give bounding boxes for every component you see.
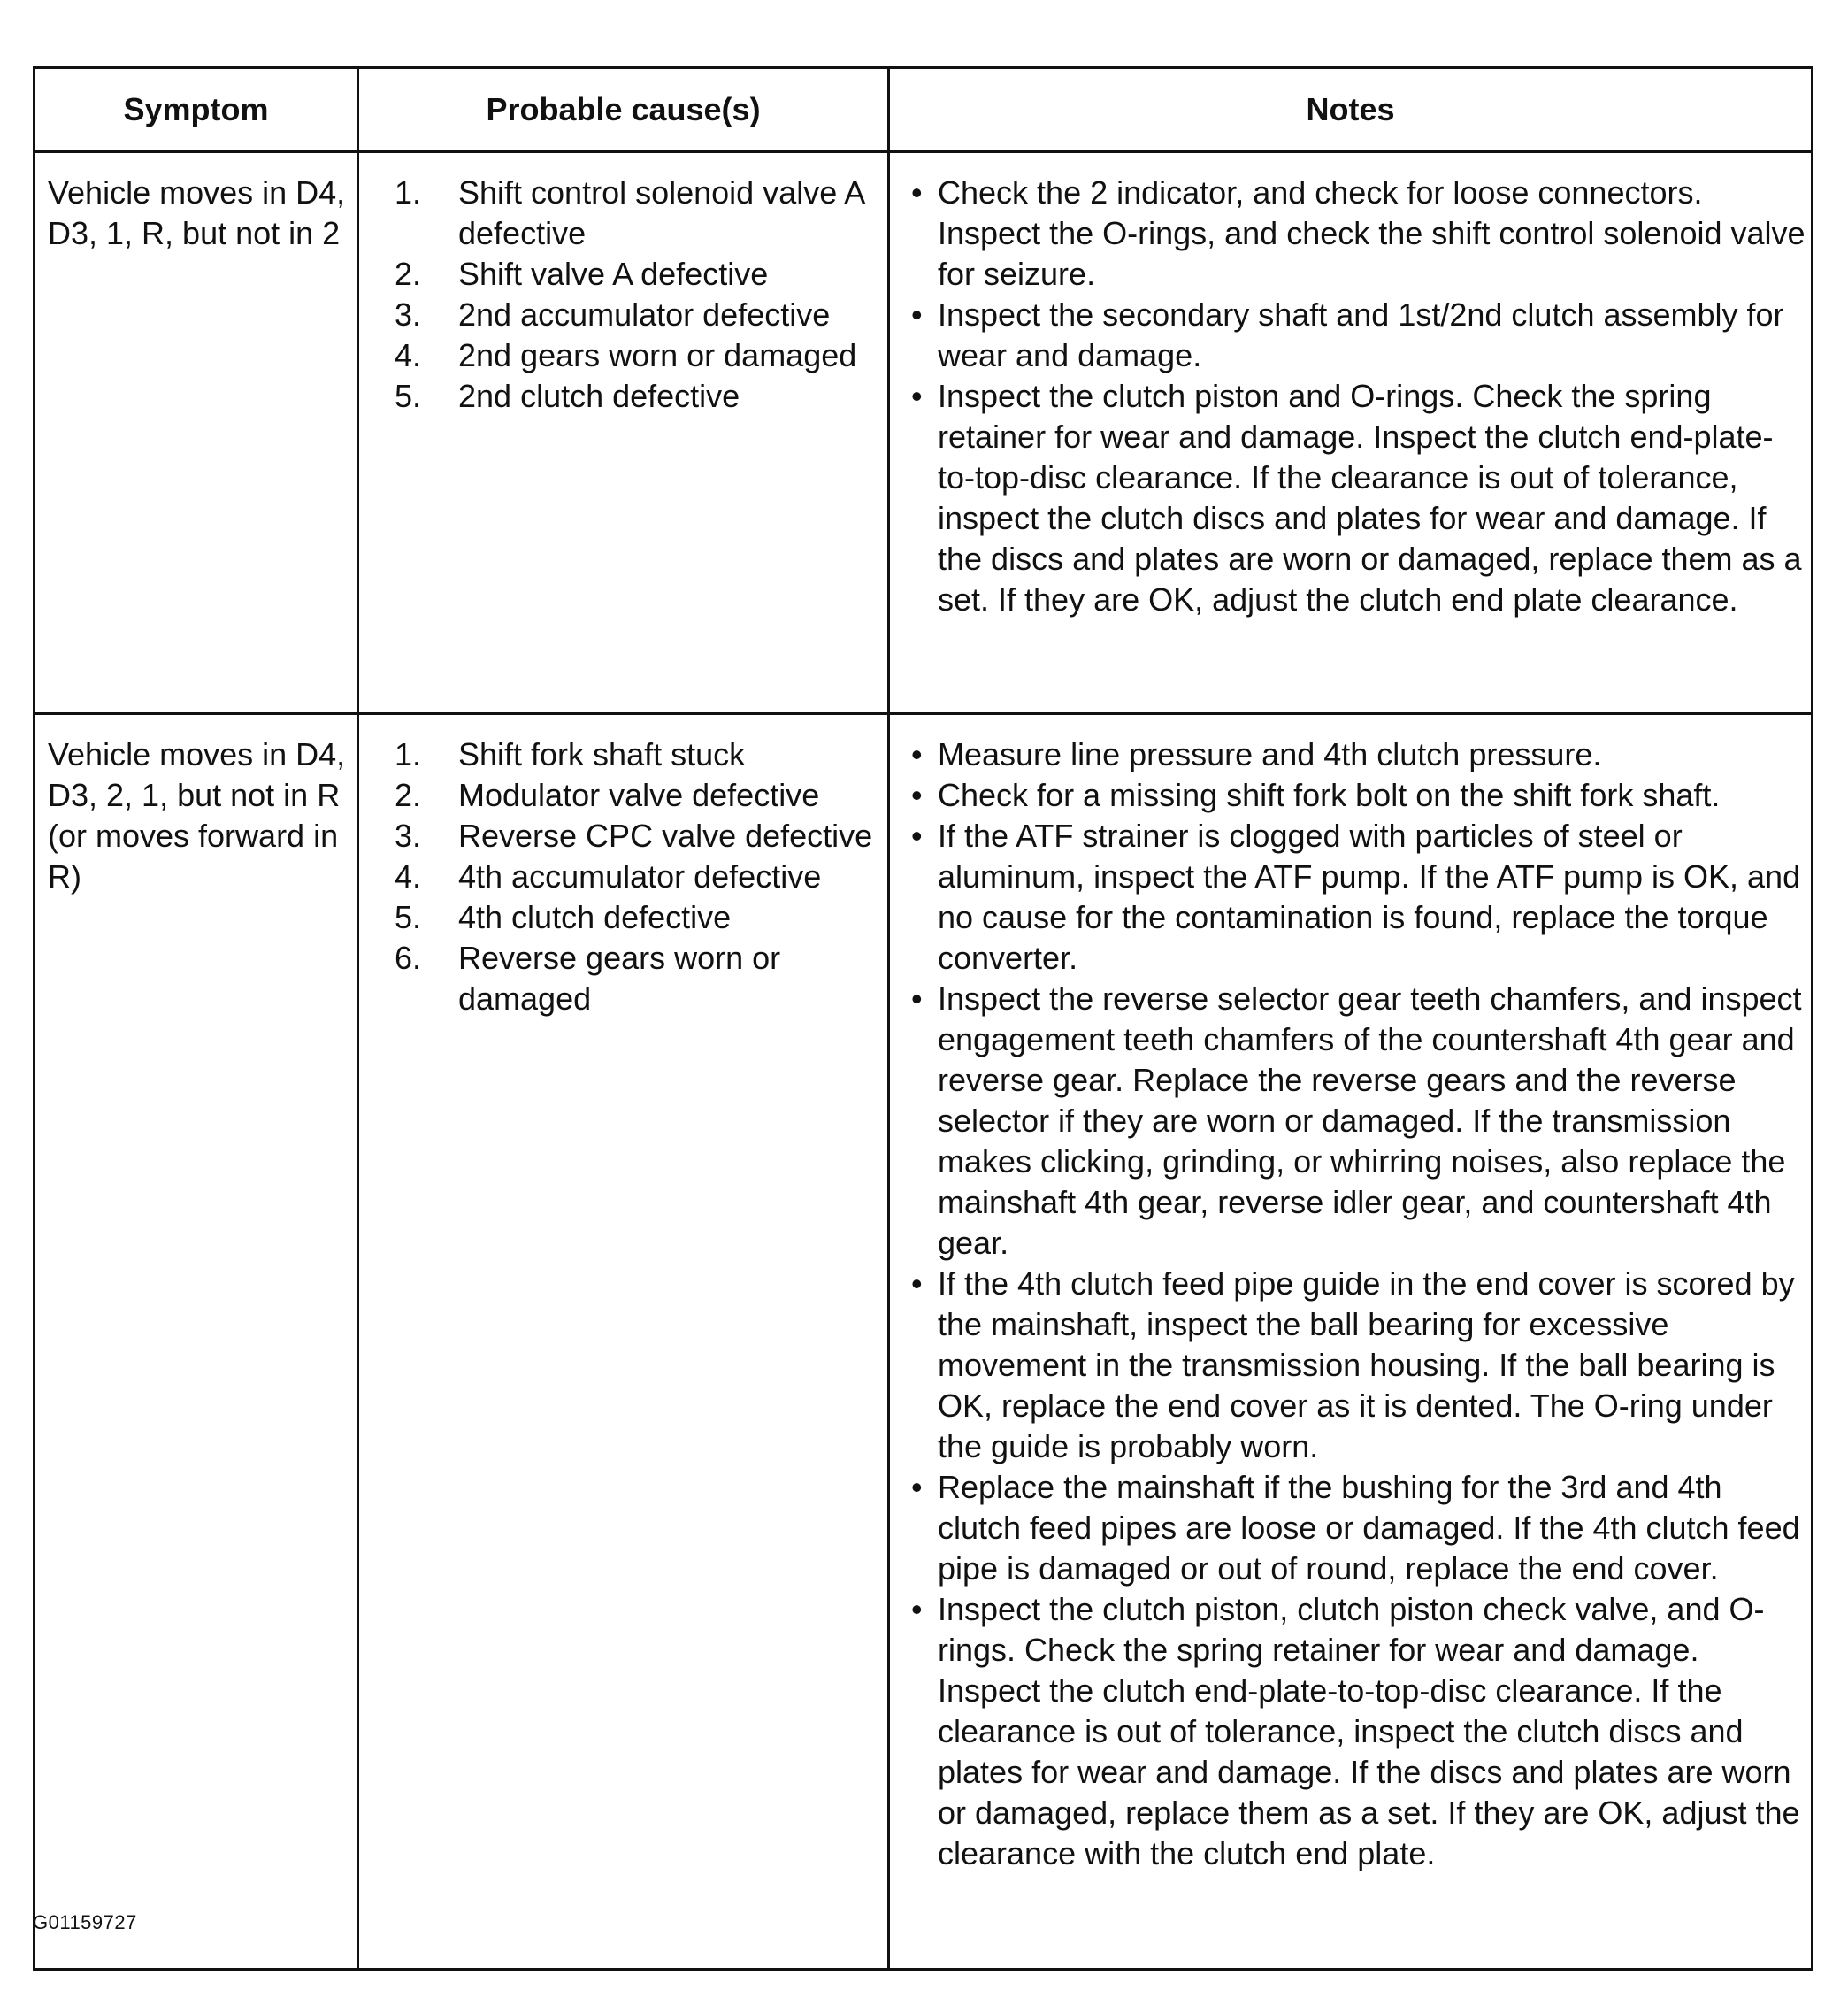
cause-item: [368, 335, 878, 376]
note-text: Inspect the secondary shaft and 1st/2nd clutch assembly for wear and damage.: [938, 296, 1784, 373]
cause-number: 5.: [394, 378, 421, 414]
symptom-cell: [35, 152, 358, 714]
cause-number: 1.: [394, 174, 421, 211]
figure-id: G01159727: [33, 1911, 137, 1933]
note-text: Inspect the clutch piston, clutch piston check valve, and O-rings. Check the spring retainer for wear and damage. Inspect the clutch end-plate-to-top-disc clearance. If the clearance is out of tolerance, inspect the clutch discs and plates for wear and damage. If the discs and plates are worn or damaged, replace them as a set. If they are OK, adjust the clearance with the clutch end plate.: [938, 1591, 1800, 1871]
cause-number: 4.: [394, 858, 421, 895]
cause-item: [368, 295, 878, 335]
bullet-icon: •: [911, 1265, 923, 1302]
cause-number: 3.: [394, 818, 421, 854]
header-probable-causes: Probable cause(s): [358, 68, 889, 152]
bullet-icon: •: [911, 818, 923, 854]
note-item: [911, 816, 1806, 979]
bullet-icon: •: [911, 1591, 923, 1627]
table-row: [35, 152, 1813, 714]
symptom-text: Vehicle moves in D4, D3, 1, R, but not in 2: [48, 174, 346, 251]
troubleshooting-table: [33, 66, 1813, 1971]
cause-text: Reverse gears worn or damaged: [458, 940, 781, 1017]
cause-number: 3.: [394, 296, 421, 333]
symptom-cell: [35, 714, 358, 1970]
note-list: [911, 173, 1806, 620]
bullet-icon: •: [911, 378, 923, 414]
note-item: [911, 173, 1806, 295]
cause-number: 2.: [394, 777, 421, 813]
cause-item: [368, 897, 878, 938]
note-list: [911, 734, 1806, 1874]
bullet-icon: •: [911, 1469, 923, 1505]
cause-text: 4th accumulator defective: [458, 858, 822, 895]
cause-text: 4th clutch defective: [458, 899, 732, 935]
cause-number: 2.: [394, 256, 421, 292]
cause-item: [368, 938, 878, 1019]
causes-cell: [358, 152, 889, 714]
cause-number: 1.: [394, 736, 421, 772]
note-text: If the 4th clutch feed pipe guide in the end cover is scored by the mainshaft, inspect the ball bearing for excessive movement in the transmission housing. If the ball bearing is OK, replace the end cover as it is dented. The O-ring under the guide is probably worn.: [938, 1265, 1795, 1464]
cause-text: Modulator valve defective: [458, 777, 820, 813]
cause-list: [368, 173, 878, 417]
note-item: [911, 775, 1806, 816]
bullet-icon: •: [911, 980, 923, 1017]
cause-item: [368, 775, 878, 816]
note-text: Check for a missing shift fork bolt on the shift fork shaft.: [938, 777, 1721, 813]
header-symptom: Symptom: [35, 68, 358, 152]
cause-item: [368, 816, 878, 857]
cause-item: [368, 254, 878, 295]
cause-text: 2nd accumulator defective: [458, 296, 831, 333]
cause-item: [368, 857, 878, 897]
causes-cell: [358, 714, 889, 1970]
bullet-icon: •: [911, 777, 923, 813]
cause-number: 5.: [394, 899, 421, 935]
symptom-text: Vehicle moves in D4, D3, 2, 1, but not in R (or moves forward in R): [48, 736, 346, 895]
bullet-icon: •: [911, 296, 923, 333]
cause-text: Shift control solenoid valve A defective: [458, 174, 864, 251]
note-item: [911, 979, 1806, 1264]
cause-text: Reverse CPC valve defective: [458, 818, 873, 854]
note-item: [911, 1589, 1806, 1874]
note-text: Inspect the reverse selector gear teeth chamfers, and inspect engagement teeth chamfers of the countershaft 4th gear and reverse gear. Replace the reverse gears and the reverse selector if they are worn or damaged. If the transmission makes clicking, grinding, or whirring noises, also replace the mainshaft 4th gear, reverse idler gear, and countershaft 4th gear.: [938, 980, 1802, 1261]
cause-text: 2nd clutch defective: [458, 378, 740, 414]
cause-text: Shift fork shaft stuck: [458, 736, 746, 772]
note-item: [911, 1467, 1806, 1589]
note-item: [911, 1264, 1806, 1467]
header-notes: Notes: [889, 68, 1813, 152]
cause-number: 4.: [394, 337, 421, 373]
bullet-icon: •: [911, 174, 923, 211]
header-row: [35, 68, 1813, 152]
note-item: [911, 295, 1806, 376]
cause-list: [368, 734, 878, 1019]
note-text: If the ATF strainer is clogged with particles of steel or aluminum, inspect the ATF pump. If the ATF pump is OK, and no cause for the contamination is found, replace the torque converter.: [938, 818, 1801, 976]
cause-text: Shift valve A defective: [458, 256, 769, 292]
note-item: [911, 734, 1806, 775]
notes-cell: [889, 714, 1813, 1970]
cause-item: [368, 173, 878, 254]
note-text: Check the 2 indicator, and check for loose connectors. Inspect the O-rings, and check the shift control solenoid valve for seizure.: [938, 174, 1806, 292]
note-text: Inspect the clutch piston and O-rings. Check the spring retainer for wear and damage. Inspect the clutch end-plate-to-top-disc clearance. If the clearance is out of tolerance, inspect the clutch discs and plates for wear and damage. If the discs and plates are worn or damaged, replace them as a set. If they are OK, adjust the clutch end plate clearance.: [938, 378, 1802, 618]
notes-cell: [889, 152, 1813, 714]
cause-text: 2nd gears worn or damaged: [458, 337, 857, 373]
note-text: Replace the mainshaft if the bushing for the 3rd and 4th clutch feed pipes are loose or damaged. If the 4th clutch feed pipe is damaged or out of round, replace the end cover.: [938, 1469, 1800, 1587]
note-item: [911, 376, 1806, 620]
cause-item: [368, 376, 878, 417]
bullet-icon: •: [911, 736, 923, 772]
cause-item: [368, 734, 878, 775]
note-text: Measure line pressure and 4th clutch pressure.: [938, 736, 1602, 772]
cause-number: 6.: [394, 940, 421, 976]
table-row: [35, 714, 1813, 1970]
